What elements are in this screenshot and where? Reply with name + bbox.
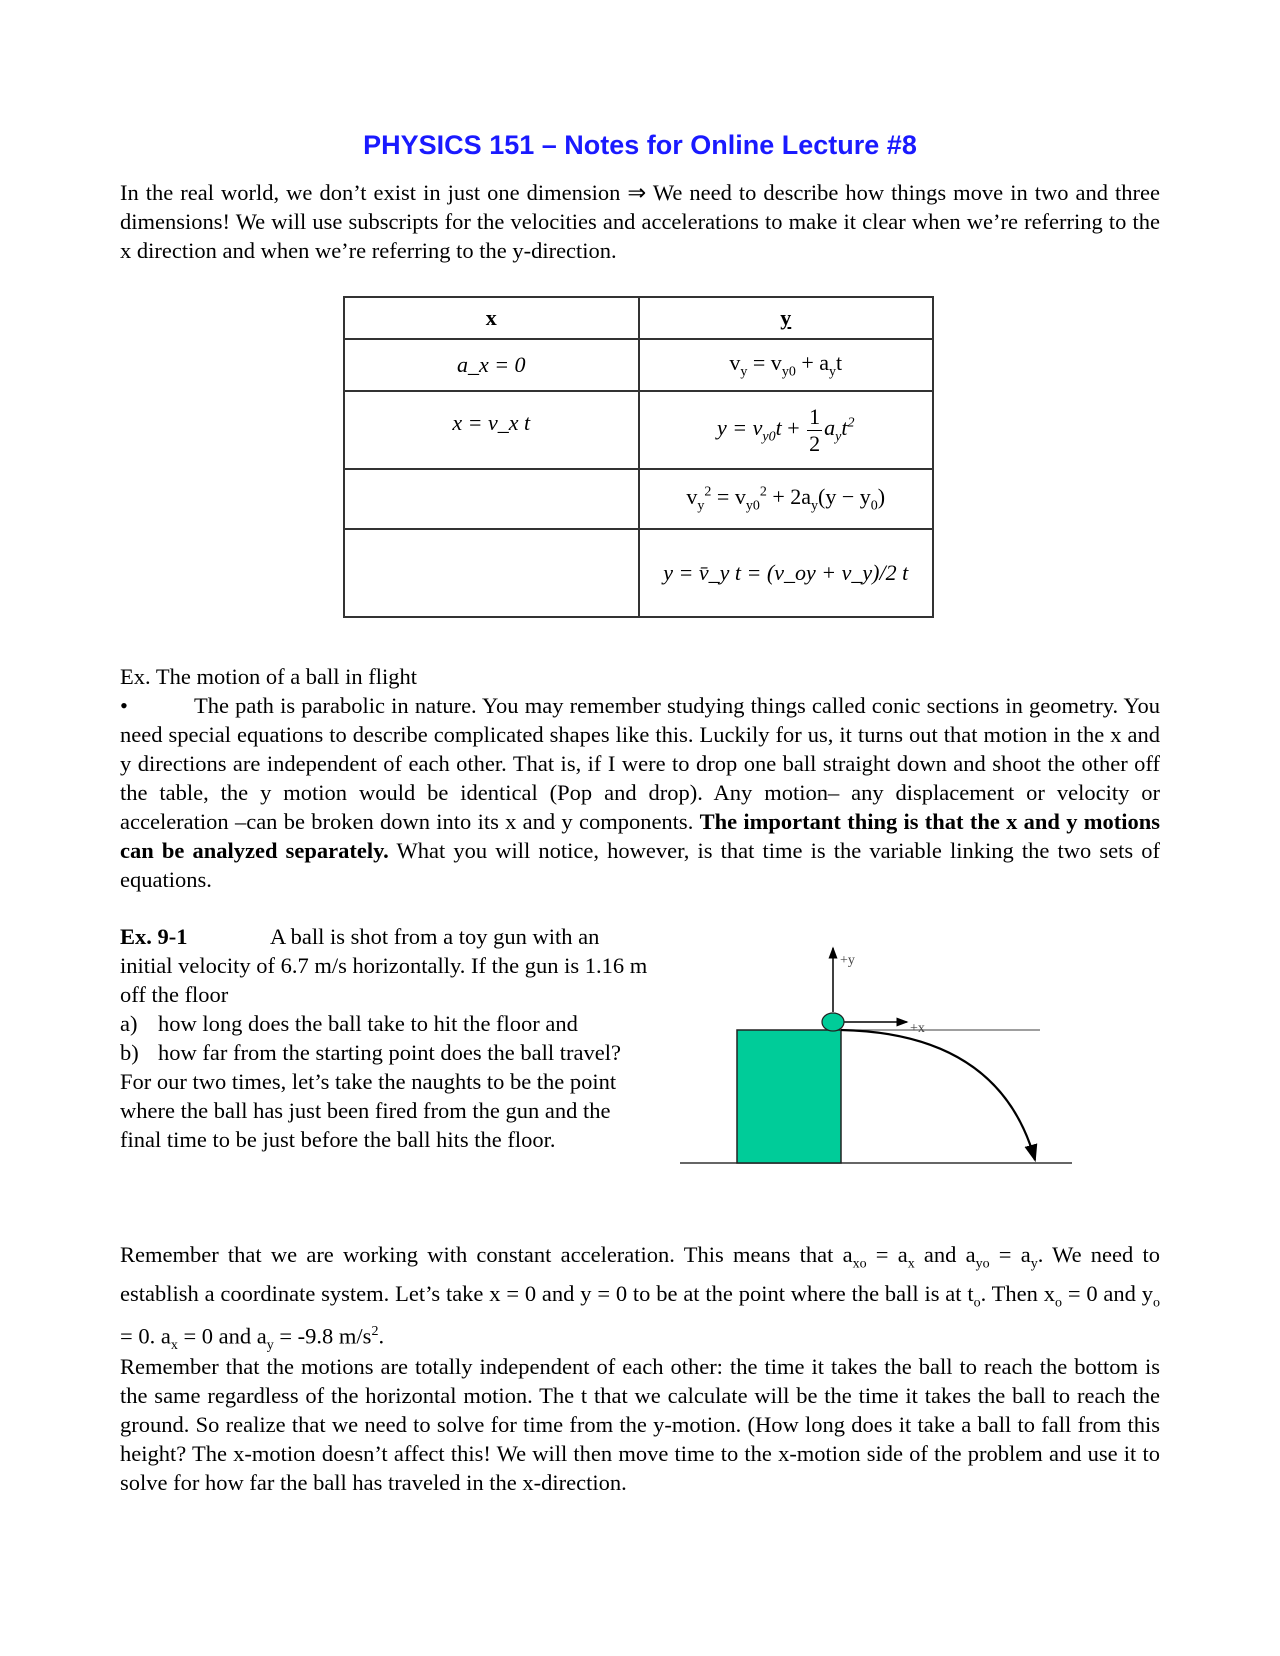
kinematics-table (343, 296, 934, 618)
header-x: x (344, 297, 639, 339)
bullet-icon: • (120, 693, 128, 718)
eq-ax: a_x = 0 (344, 339, 639, 391)
independence-paragraph: Remember that the motions are totally independent of each other: the time it takes the ball to reach the bottom is the same regardless of the horizontal motion. The t that we calculate will be the time it takes the ball to reach the ground. So realize that we need to solve for time from the y-motion. (How long does it take a ball to fall from this height? The x-motion doesn’t affect this! We will then move time to the x-motion side of the problem and use it to solve for how far the ball has traveled in the x-direction. (120, 1354, 1160, 1495)
header-y: y (639, 297, 934, 339)
example-heading: Ex. The motion of a ball in flight (120, 664, 418, 689)
x-axis-label: +x (910, 1021, 925, 1036)
list-item: b) how far from the starting point does the ball travel? (120, 1040, 621, 1065)
page-title: PHYSICS 151 – Notes for Online Lecture #8 (363, 130, 917, 160)
eq-x: x = v_x t (344, 391, 639, 469)
example-label: Ex. 9-1 (120, 924, 188, 949)
coordinate-paragraph: Remember that we are working with constant acceleration. This means that $a_{xo} = a_x$ and $a_{yo} = a_y$. We need to establish a coordinate system. Let’s take x = 0 and y = 0 to be at the point where the ball is at $t_o$. Then $x_o = 0$ and $y_o = 0$. $a_x = 0$ and $a_y = -9.8$ $m/s^2$. (120, 1242, 1160, 1353)
table-row (344, 529, 933, 617)
y-axis-label: +y (840, 953, 855, 968)
motion-section (120, 662, 1160, 894)
eq-vy: $v_y = v_{y0} + a_yt$ (639, 339, 934, 391)
table-row (344, 391, 933, 469)
table-row (344, 469, 933, 529)
eq-y: $y = v_{y0}t$ + $\frac{1}{2}$ $a_yt^2$ (639, 391, 934, 469)
list-item: a) how long does the ball take to hit the floor and (120, 1011, 578, 1036)
empty-cell (344, 469, 639, 529)
table-row (344, 339, 933, 391)
bullet-paragraph: • The path is parabolic in nature. You may remember studying things called conic sections in geometry. You need special equations to describe complicated shapes like this. Luckily for us, it turns out that motion in the x and y directions are independent of each other. That is, if I were to drop one ball straight down and shoot the other off the table, the y motion would be identical (Pop and drop). Any motion– any displacement or velocity or acceleration –can be broken down into its x and y components. The important thing is that the x and y motions can be analyzed separately. What you will notice, however, is that time is the variable linking the two sets of equations. (120, 693, 1161, 892)
ball (822, 1013, 844, 1031)
bold-statement: The important thing is that the x and y motions can be analyzed separately. (120, 809, 1161, 863)
eq-vy2: $v_y^2 = v_{y0}^2 + 2a_y(y - y_0)$ (639, 469, 934, 529)
intro-paragraph: In the real world, we don’t exist in just one dimension ⇒ We need to describe how things move in two and three dimensions! We will use subscripts for the velocities and accelerations to make it clear when we’re referring to the x direction and when we’re referring to the y-direction. (120, 180, 1160, 263)
example-9-1: Ex. 9-1 A ball is shot from a toy gun with an initial velocity of 6.7 m/s horizontally. If the gun is 1.16 m off the floor a) how long does the ball take to hit the floor and b) how far from the starting point does the ball travel? For our two times, let’s take the naughts to be the point where the ball has just been fired from the gun and the final time to be just before the ball hits the floor. (120, 922, 650, 1154)
eq-avg: y = v̄_y t = (v_oy + v_y)/2 t (639, 529, 934, 617)
trajectory-curve (841, 1030, 1035, 1160)
empty-cell (344, 529, 639, 617)
projectile-diagram (680, 940, 1100, 1180)
table-block (737, 1030, 841, 1163)
naughts-note: For our two times, let’s take the naughts to be the point where the ball has just been fired from the gun and the final time to be just before the ball hits the floor. (120, 1069, 617, 1152)
